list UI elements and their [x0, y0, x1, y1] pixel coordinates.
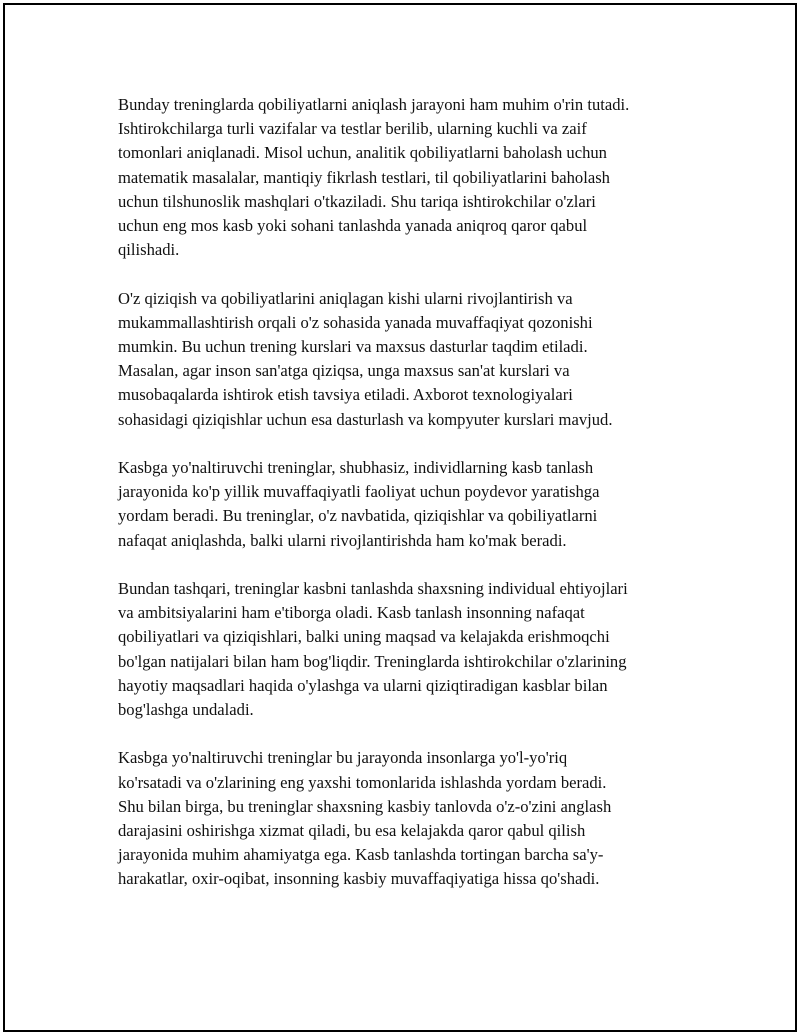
paragraph-4: Bundan tashqari, treninglar kasbni tanlashda shaxsning individual ehtiyojlari va ambitsiyalarini ham e'tiborga oladi. Kasb tanlash insonning nafaqat qobiliyatlari va qiziqishlari, balki uning maqsad va kelajakda erishmoqchi bo'lgan natijalari bilan ham bog'liqdir. Treninglarda ishtirokchilar o'zlarining hayotiy maqsadlari haqida o'ylashga va ularni qiziqtiradigan kasblar bilan bog'lashga undaladi. — [118, 579, 628, 720]
paragraph-1: Bunday treninglarda qobiliyatlarni aniqlash jarayoni ham muhim o'rin tutadi. Ishtirokchilarga turli vazifalar va testlar berilib, ularning kuchli va zaif tomonlari aniqlanadi. Misol uchun, analitik qobiliyatlarni baholash uchun matematik masalalar, mantiqiy fikrlash testlari, til qobiliyatlarini baholash uchun tilshunoslik mashqlari o'tkaziladi. Shu tariqa ishtirokchilar o'zlari uchun eng mos kasb yoki sohani tanlashda yanada aniqroq qaror qabul qilishadi. — [118, 95, 630, 260]
paragraph-3: Kasbga yo'naltiruvchi treninglar, shubhasiz, individlarning kasb tanlash jarayonida ko'p yillik muvaffaqiyatli faoliyat uchun poydevor yaratishga yordam beradi. Bu treninglar, o'z navbatida, qiziqishlar va qobiliyatlarni nafaqat aniqlashda, balki ularni rivojlantirishda ham ko'mak beradi. — [118, 458, 600, 550]
paragraph-5: Kasbga yo'naltiruvchi treninglar bu jarayonda insonlarga yo'l-yo'riq ko'rsatadi va o'zlarining eng yaxshi tomonlarida ishlashda yordam beradi. Shu bilan birga, bu treninglar shaxsning kasbiy tanlovda o'z-o'zini anglash darajasini oshirishga xizmat qiladi, bu esa kelajakda qaror qabul qilish jarayonida muhim ahamiyatga ega. Kasb tanlashda tortingan barcha sa'y- harakatlar, oxir-oqibat, insonning kasbiy muvaffaqiyatiga hissa qo'shadi. — [118, 748, 612, 889]
paragraph-2: O'z qiziqish va qobiliyatlarini aniqlagan kishi ularni rivojlantirish va mukammallashtirish orqali o'z sohasida yanada muvaffaqiyat qozonishi mumkin. Bu uchun trening kurslari va maxsus dasturlar taqdim etiladi. Masalan, agar inson san'atga qiziqsa, unga maxsus san'at kurslari va musobaqalarda ishtirok etish tavsiya etiladi. Axborot texnologiyalari sohasidagi qiziqishlar uchun esa dasturlash va kompyuter kurslari mavjud. — [118, 288, 613, 429]
document-body — [118, 93, 708, 916]
